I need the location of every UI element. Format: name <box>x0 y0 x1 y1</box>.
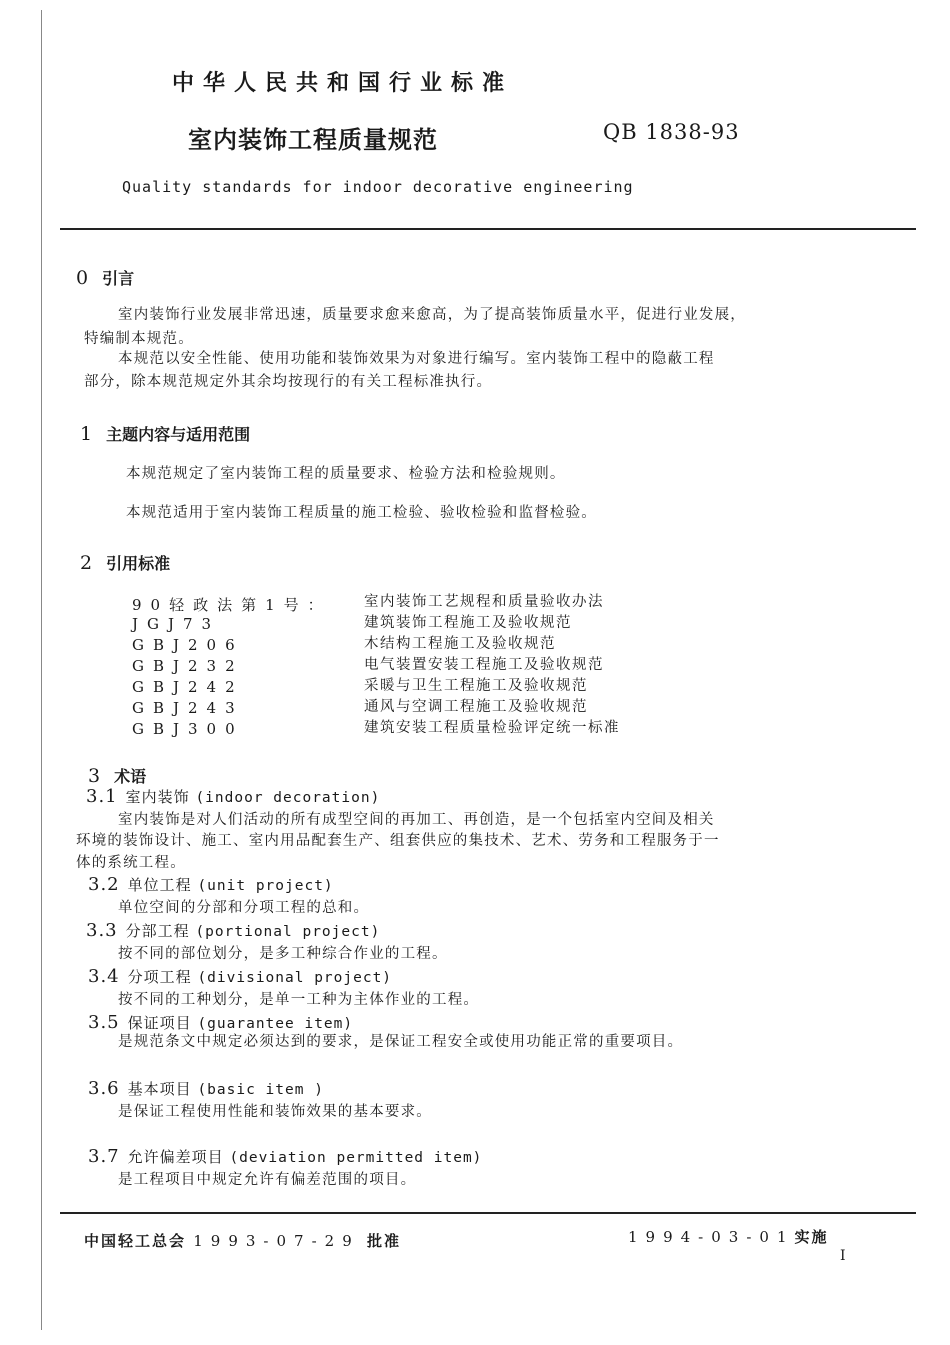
section-3-heading <box>88 764 146 787</box>
reference-name: 电气装置安装工程施工及验收规范 <box>364 657 604 673</box>
term-3-3-line-1: 按不同的部位划分，是多工种综合作业的工程。 <box>118 946 448 962</box>
document-title-english: Quality standards for indoor decorative engineering <box>122 178 634 196</box>
term-3-1-line-2: 环境的装饰设计、施工、室内用品配套生产、组套供应的集技术、艺术、劳务和工程服务于一 <box>76 833 720 849</box>
term-3-2-heading: 3.2 单位工程 (unit project) <box>88 874 334 895</box>
issuer: 中国轻工总会 <box>84 1232 187 1250</box>
section-1-heading <box>80 422 250 445</box>
intro-paragraph-1-line-2: 特编制本规范。 <box>84 331 194 347</box>
document-title: 室内装饰工程质量规范 <box>188 125 438 154</box>
term-3-2-line-1: 单位空间的分部和分项工程的总和。 <box>118 900 370 916</box>
section-title: 引言 <box>102 269 135 288</box>
reference-code: GBJ242 <box>132 678 244 696</box>
section-number: 1 <box>80 423 93 445</box>
section-number: 0 <box>76 267 89 289</box>
reference-name: 木结构工程施工及验收规范 <box>364 636 556 652</box>
scope-paragraph-2: 本规范适用于室内装饰工程质量的施工检验、验收检验和监督检验。 <box>126 505 597 521</box>
intro-paragraph-1-line-1: 室内装饰行业发展非常迅速，质量要求愈来愈高，为了提高装饰质量水平，促进行业发展， <box>118 307 746 323</box>
term-3-1-line-1: 室内装饰是对人们活动的所有成型空间的再加工、再创造，是一个包括室内空间及相关 <box>118 812 715 828</box>
approval-label: 批准 <box>366 1232 401 1250</box>
reference-name: 采暖与卫生工程施工及验收规范 <box>364 678 588 694</box>
term-3-3-heading: 3.3 分部工程 (portional project) <box>86 920 381 941</box>
term-3-6-heading: 3.6 基本项目 (basic item ) <box>88 1078 324 1099</box>
binding-edge-line <box>41 10 42 1330</box>
reference-name: 建筑安装工程质量检验评定统一标准 <box>364 720 620 736</box>
scope-paragraph-1: 本规范规定了室内装饰工程的质量要求、检验方法和检验规则。 <box>126 466 566 482</box>
approval-date: 1993-07-29 <box>193 1232 360 1250</box>
approval-line <box>84 1230 401 1251</box>
term-3-5-line-1: 是规范条文中规定必须达到的要求，是保证工程安全或使用功能正常的重要项目。 <box>118 1034 684 1050</box>
reference-name: 通风与空调工程施工及验收规范 <box>364 699 588 715</box>
section-2-heading <box>80 551 170 574</box>
footer-divider <box>60 1212 916 1214</box>
section-title: 术语 <box>114 767 147 786</box>
effective-line <box>628 1226 829 1247</box>
reference-code: GBJ243 <box>132 699 244 717</box>
term-3-7-heading: 3.7 允许偏差项目 (deviation permitted item) <box>88 1146 483 1167</box>
term-3-4-line-1: 按不同的工种划分，是单一工种为主体作业的工程。 <box>118 992 480 1008</box>
section-0-heading <box>76 266 134 289</box>
page-number: I <box>840 1248 846 1264</box>
section-title: 引用标准 <box>106 554 171 573</box>
term-3-4-heading: 3.4 分项工程 (divisional project) <box>88 966 393 987</box>
reference-code: GBJ300 <box>132 720 244 738</box>
reference-name: 室内装饰工艺规程和质量验收办法 <box>364 594 604 610</box>
reference-code: GBJ206 <box>132 636 244 654</box>
term-3-1-heading: 3.1 室内装饰 (indoor decoration) <box>86 786 381 807</box>
reference-code: JGJ73 <box>132 615 221 633</box>
header-divider <box>60 228 916 230</box>
term-3-5-heading: 3.5 保证项目 (guarantee item) <box>88 1012 354 1033</box>
section-title: 主题内容与适用范围 <box>106 425 251 444</box>
standard-type-heading: 中华人民共和国行业标准 <box>172 70 514 96</box>
reference-code: 90轻政法第1号： <box>132 596 332 614</box>
term-3-1-line-3: 体的系统工程。 <box>76 855 186 871</box>
reference-name: 建筑装饰工程施工及验收规范 <box>364 615 572 631</box>
intro-paragraph-2-line-2: 部分，除本规范规定外其余均按现行的有关工程标准执行。 <box>84 374 493 390</box>
reference-code: GBJ232 <box>132 657 244 675</box>
document-code: QB 1838-93 <box>603 120 740 144</box>
section-number: 3 <box>88 765 101 787</box>
term-3-6-line-1: 是保证工程使用性能和装饰效果的基本要求。 <box>118 1104 432 1120</box>
intro-paragraph-2-line-1: 本规范以安全性能、使用功能和装饰效果为对象进行编写。室内装饰工程中的隐蔽工程 <box>118 351 715 367</box>
effective-date: 1994-03-01 <box>628 1228 795 1246</box>
effective-label: 实施 <box>794 1228 829 1246</box>
term-3-7-line-1: 是工程项目中规定允许有偏差范围的项目。 <box>118 1172 417 1188</box>
section-number: 2 <box>80 552 93 574</box>
